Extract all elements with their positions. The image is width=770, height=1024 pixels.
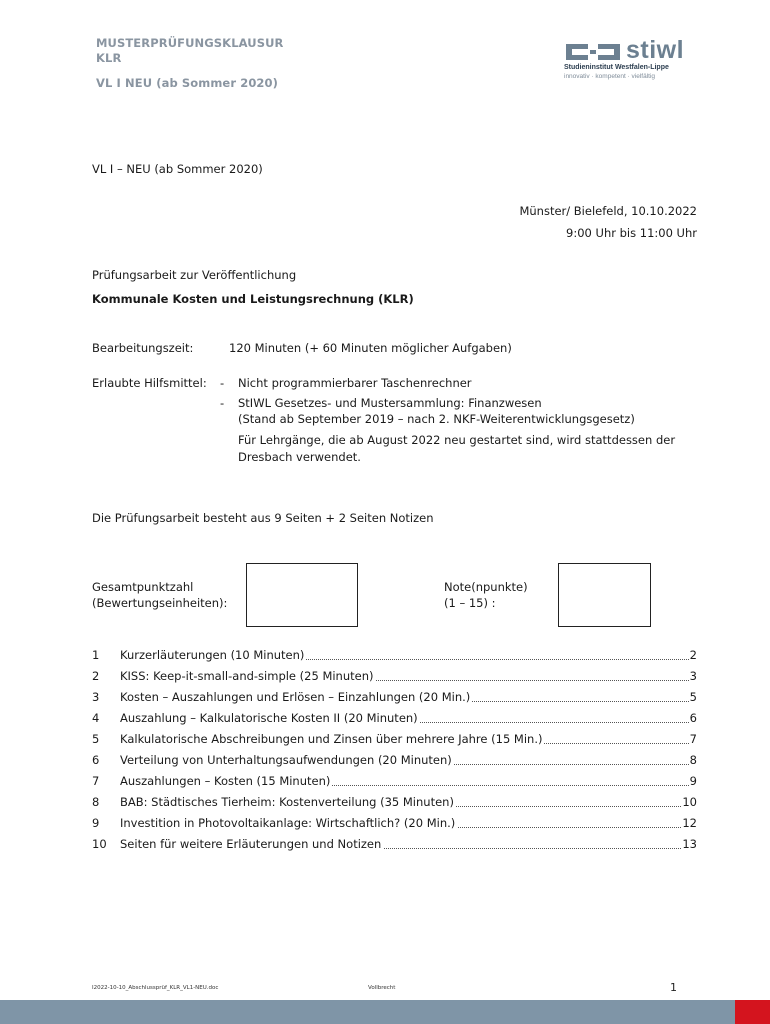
toc-entry-number: 3 [92,690,100,704]
toc-entry-number: 8 [92,795,100,809]
score-box[interactable] [246,563,358,627]
publication-note: Prüfungsarbeit zur Veröffentlichung [92,268,297,282]
toc-entry-page: 10 [682,795,697,809]
toc-entry[interactable] [92,690,697,711]
score-label-line-1: Gesamtpunktzahl [92,580,194,594]
pages-note: Die Prüfungsarbeit besteht aus 9 Seiten + 2 Seiten Notizen [92,511,434,525]
toc-entry[interactable] [92,669,697,690]
toc-entry-number: 4 [92,711,100,725]
place-date: Münster/ Bielefeld, 10.10.2022 [519,204,697,218]
grade-box[interactable] [558,563,651,627]
toc-entry-title: Auszahlung – Kalkulatorische Kosten II (20 Minuten) [120,711,418,725]
toc-entry-number: 1 [92,648,100,662]
footer-filename: I2022-10-10_Abschlussprüf_KLR_VL1-NEU.doc [92,985,219,991]
toc-entry-page: 9 [689,774,697,788]
aid-item-2-line-1: StIWL Gesetzes- und Mustersammlung: Finanzwesen [238,396,542,410]
toc-entry-number: 9 [92,816,100,830]
header-line-2: KLR [96,51,122,65]
page-number: 1 [670,981,677,994]
toc-entry[interactable] [92,795,697,816]
aids-label: Erlaubte Hilfsmittel: [92,376,207,390]
grade-label-line-2: (1 – 15) : [444,596,496,610]
toc-entry-page: 3 [689,669,697,683]
footer-accent-block [735,1000,770,1024]
toc-entry-number: 5 [92,732,100,746]
toc-entry[interactable] [92,648,697,669]
exam-time: 9:00 Uhr bis 11:00 Uhr [566,226,697,240]
duration-value: 120 Minuten (+ 60 Minuten möglicher Aufgaben) [229,341,512,355]
toc-entry-title: Investition in Photovoltaikanlage: Wirtschaftlich? (20 Min.) [120,816,456,830]
toc-entry-page: 7 [689,732,697,746]
logo-tagline: innovativ · kompetent · vielfältig [564,73,656,80]
toc-entry[interactable] [92,816,697,837]
toc-entry-title: Verteilung von Unterhaltungsaufwendungen (20 Minuten) [120,753,452,767]
toc-entry-number: 6 [92,753,100,767]
aid-item-2-line-2: (Stand ab September 2019 – nach 2. NKF-Weiterentwicklungsgesetz) [238,412,635,426]
toc-entry-title: KISS: Keep-it-small-and-simple (25 Minuten) [120,669,374,683]
logo-wordmark: stiwl [626,36,685,64]
table-of-contents [92,648,697,858]
toc-entry-title: Kurzerläuterungen (10 Minuten) [120,648,305,662]
document-header [96,36,416,91]
footer-author: Vollbrecht [368,985,396,991]
logo-subtitle: Studieninstitut Westfalen-Lippe [564,64,669,71]
toc-entry-title: Kalkulatorische Abschreibungen und Zinsen über mehrere Jahre (15 Min.) [120,732,543,746]
stiwl-logo-mark-icon [564,42,622,62]
aid-item-2-line-4: Dresbach verwendet. [238,450,361,464]
aid-bullet-2: - [220,396,225,410]
score-label-line-2: (Bewertungseinheiten): [92,596,228,610]
toc-entry-number: 7 [92,774,100,788]
toc-entry-title: Kosten – Auszahlungen und Erlösen – Einzahlungen (20 Min.) [120,690,471,704]
toc-entry[interactable] [92,837,697,858]
toc-entry-page: 13 [682,837,697,851]
toc-entry[interactable] [92,774,697,795]
stiwl-logo [564,36,694,86]
aid-item-2-line-3: Für Lehrgänge, die ab August 2022 neu gestartet sind, wird stattdessen der [238,433,676,447]
toc-entry-page: 2 [689,648,697,662]
toc-entry-page: 6 [689,711,697,725]
toc-entry-number: 10 [92,837,107,851]
toc-entry-page: 5 [689,690,697,704]
toc-entry-title: Seiten für weitere Erläuterungen und Notizen [120,837,382,851]
header-line-1: MUSTERPRÜFUNGSKLAUSUR [96,36,284,50]
toc-entry-title: BAB: Städtisches Tierheim: Kostenverteilung (35 Minuten) [120,795,454,809]
toc-entry[interactable] [92,732,697,753]
duration-label: Bearbeitungszeit: [92,341,194,355]
toc-entry[interactable] [92,753,697,774]
header-line-3: VL I NEU (ab Sommer 2020) [96,76,278,90]
footer-bar [0,1000,735,1024]
exam-title: Kommunale Kosten und Leistungsrechnung (KLR) [92,292,414,306]
toc-entry-page: 8 [689,753,697,767]
aid-bullet-1: - [220,376,225,390]
grade-label-line-1: Note(npunkte) [444,580,528,594]
aid-item-1: Nicht programmierbarer Taschenrechner [238,376,472,390]
toc-entry-number: 2 [92,669,100,683]
toc-entry-title: Auszahlungen – Kosten (15 Minuten) [120,774,331,788]
toc-entry[interactable] [92,711,697,732]
course-line: VL I – NEU (ab Sommer 2020) [92,162,263,176]
toc-entry-page: 12 [682,816,697,830]
